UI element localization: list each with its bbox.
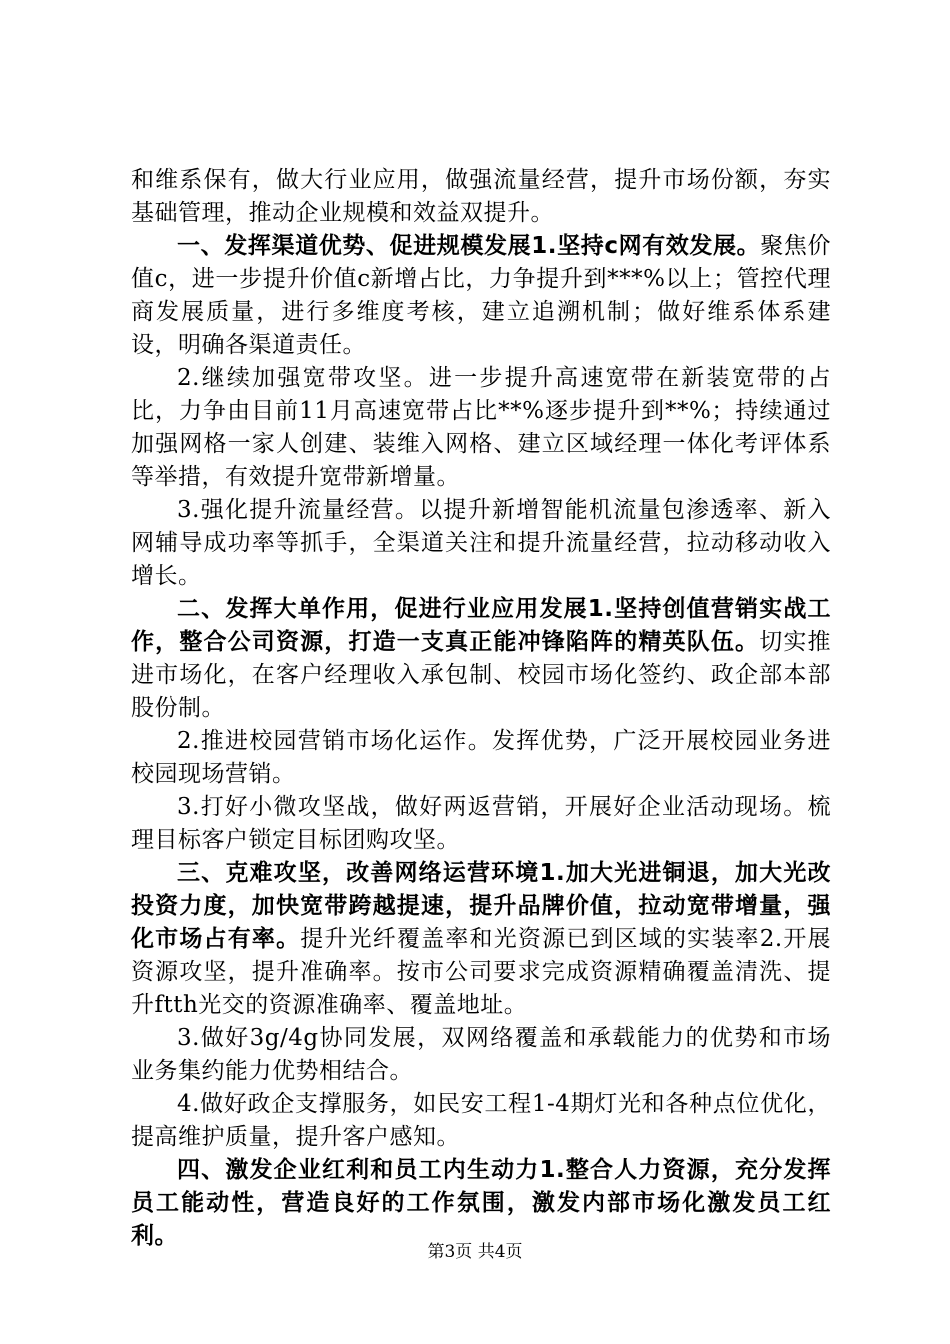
paragraph-text: 4.做好政企支撑服务，如民安工程1-4期灯光和各种点位优化，提高维护质量，提升客户感知。: [131, 1091, 831, 1150]
paragraph-text: 2.继续加强宽带攻坚。进一步提升高速宽带在新装宽带的占比，力争由目前11月高速宽带占比**%逐步提升到**%；持续通过加强网格一家人创建、装维入网格、建立区域经理一体化考评体系等举措，有效提升宽带新增量。: [131, 365, 831, 490]
section-heading: 四、激发企业红利和员工内生动力1.整合人力资源，充分发挥员工能动性，营造良好的工作氛围，激发内部市场化激发员工红利。: [131, 1157, 831, 1249]
page-number-label: 第3页 共4页: [427, 1242, 523, 1262]
paragraph-text: 和维系保有，做大行业应用，做强流量经营，提升市场份额，夯实基础管理，推动企业规模和效益双提升。: [131, 167, 831, 226]
paragraph-4: [131, 593, 831, 725]
paragraph-9: [131, 1088, 831, 1154]
paragraph-text: 3.打好小微攻坚战，做好两返营销，开展好企业活动现场。梳理目标客户锁定目标团购攻坚。: [131, 794, 831, 853]
paragraph-6: [131, 791, 831, 857]
paragraph-text: 聚焦价值c，进一步提升价值c新增占比，力争提升到***%以上；管控代理商发展质量，进行多维度考核，建立追溯机制；做好维系体系建设，明确各渠道责任。: [131, 233, 832, 358]
paragraph-text: 2.推进校园营销市场化运作。发挥优势，广泛开展校园业务进校园现场营销。: [131, 728, 831, 787]
paragraph-10: [131, 1154, 831, 1253]
document-body: [131, 164, 831, 1253]
page-footer: [0, 1241, 950, 1263]
paragraph-text: 提升光纤覆盖率和光资源已到区域的实装率2.开展资源攻坚，提升准确率。按市公司要求完成资源精确覆盖清洗、提升ftth光交的资源准确率、覆盖地址。: [131, 926, 831, 1018]
section-heading: 二、发挥大单作用，促进行业应用发展1.坚持创值营销实战工作，整合公司资源，打造一支真正能冲锋陷阵的精英队伍。: [131, 596, 831, 655]
paragraph-text: 3.强化提升流量经营。以提升新增智能机流量包渗透率、新入网辅导成功率等抓手，全渠道关注和提升流量经营，拉动移动收入增长。: [131, 497, 831, 589]
paragraph-text: 3.做好3g/4g协同发展，双网络覆盖和承载能力的优势和市场业务集约能力优势相结合。: [131, 1025, 831, 1084]
paragraph-text: 切实推进市场化，在客户经理收入承包制、校园市场化签约、政企部本部股份制。: [131, 629, 832, 721]
paragraph-8: [131, 1022, 831, 1088]
paragraph-3: [131, 494, 831, 593]
section-heading: 一、发挥渠道优势、促进规模发展1.坚持c网有效发展。: [177, 233, 761, 259]
paragraph-1: [131, 230, 831, 362]
paragraph-7: [131, 857, 831, 1022]
section-heading: 三、克难攻坚，改善网络运营环境1.加大光进铜退，加大光改投资力度，加快宽带跨越提速，提升品牌价值，拉动宽带增量，强化市场占有率。: [131, 860, 831, 952]
paragraph-5: [131, 725, 831, 791]
paragraph-2: [131, 362, 831, 494]
paragraph-0: [131, 164, 831, 230]
